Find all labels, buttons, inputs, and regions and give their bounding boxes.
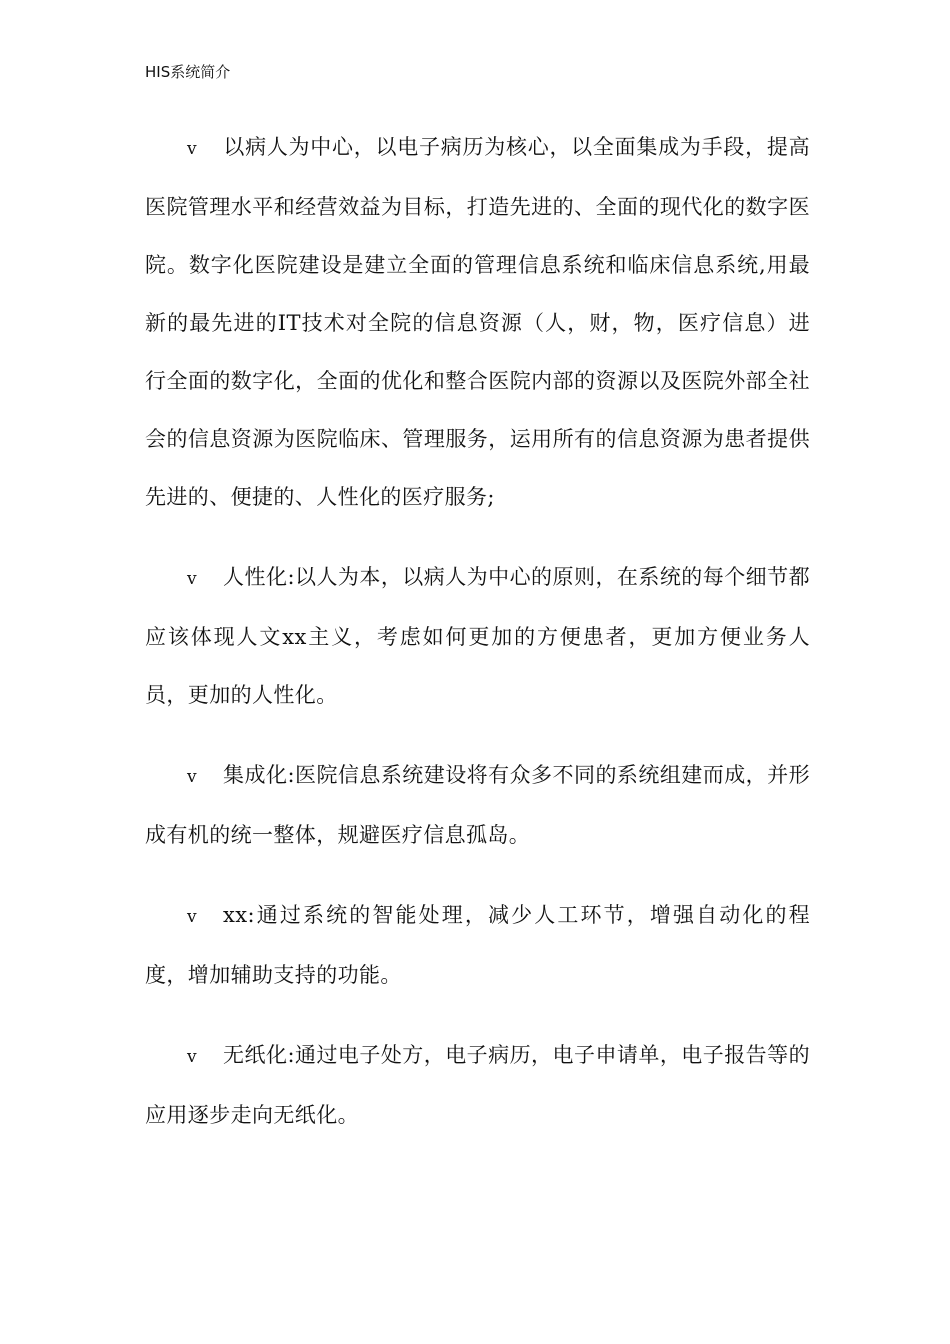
- bullet-marker: v: [187, 767, 198, 787]
- paragraph-humanized: [145, 548, 810, 724]
- document-body: [145, 118, 810, 1166]
- bullet-marker: v: [187, 139, 198, 159]
- paragraph-text: 以病人为中心，以电子病历为核心，以全面集成为手段，提高医院管理水平和经营效益为目标，打造先进的、全面的现代化的数字医院。数字化医院建设是建立全面的管理信息系统和临床信息系统,用最新的最先进的IT技术对全院的信息资源（人，财，物，医疗信息）进行全面的数字化，全面的优化和整合医院内部的资源以及医院外部全社会的信息资源为医院临床、管理服务，运用所有的信息资源为患者提供先进的、便捷的、人性化的医疗服务;: [145, 135, 810, 509]
- bullet-marker: v: [187, 569, 198, 589]
- paragraph-text: 无纸化:通过电子处方，电子病历，电子申请单，电子报告等的应用逐步走向无纸化。: [145, 1043, 810, 1127]
- page-header-title: HIS系统简介: [145, 63, 231, 81]
- paragraph-text: 集成化:医院信息系统建设将有众多不同的系统组建而成，并形成有机的统一整体，规避医疗信息孤岛。: [145, 763, 810, 847]
- bullet-marker: v: [187, 1047, 198, 1067]
- paragraph-paperless: [145, 1026, 810, 1144]
- paragraph-text: 人性化:以人为本，以病人为中心的原则，在系统的每个细节都应该体现人文xx主义，考虑如何更加的方便患者，更加方便业务人员，更加的人性化。: [145, 565, 810, 707]
- paragraph-integrated: [145, 746, 810, 864]
- bullet-marker: v: [187, 907, 198, 927]
- paragraph-digital-hospital: [145, 118, 810, 526]
- paragraph-intelligent: [145, 886, 810, 1004]
- paragraph-text: xx:通过系统的智能处理，减少人工环节，增强自动化的程度，增加辅助支持的功能。: [145, 903, 810, 987]
